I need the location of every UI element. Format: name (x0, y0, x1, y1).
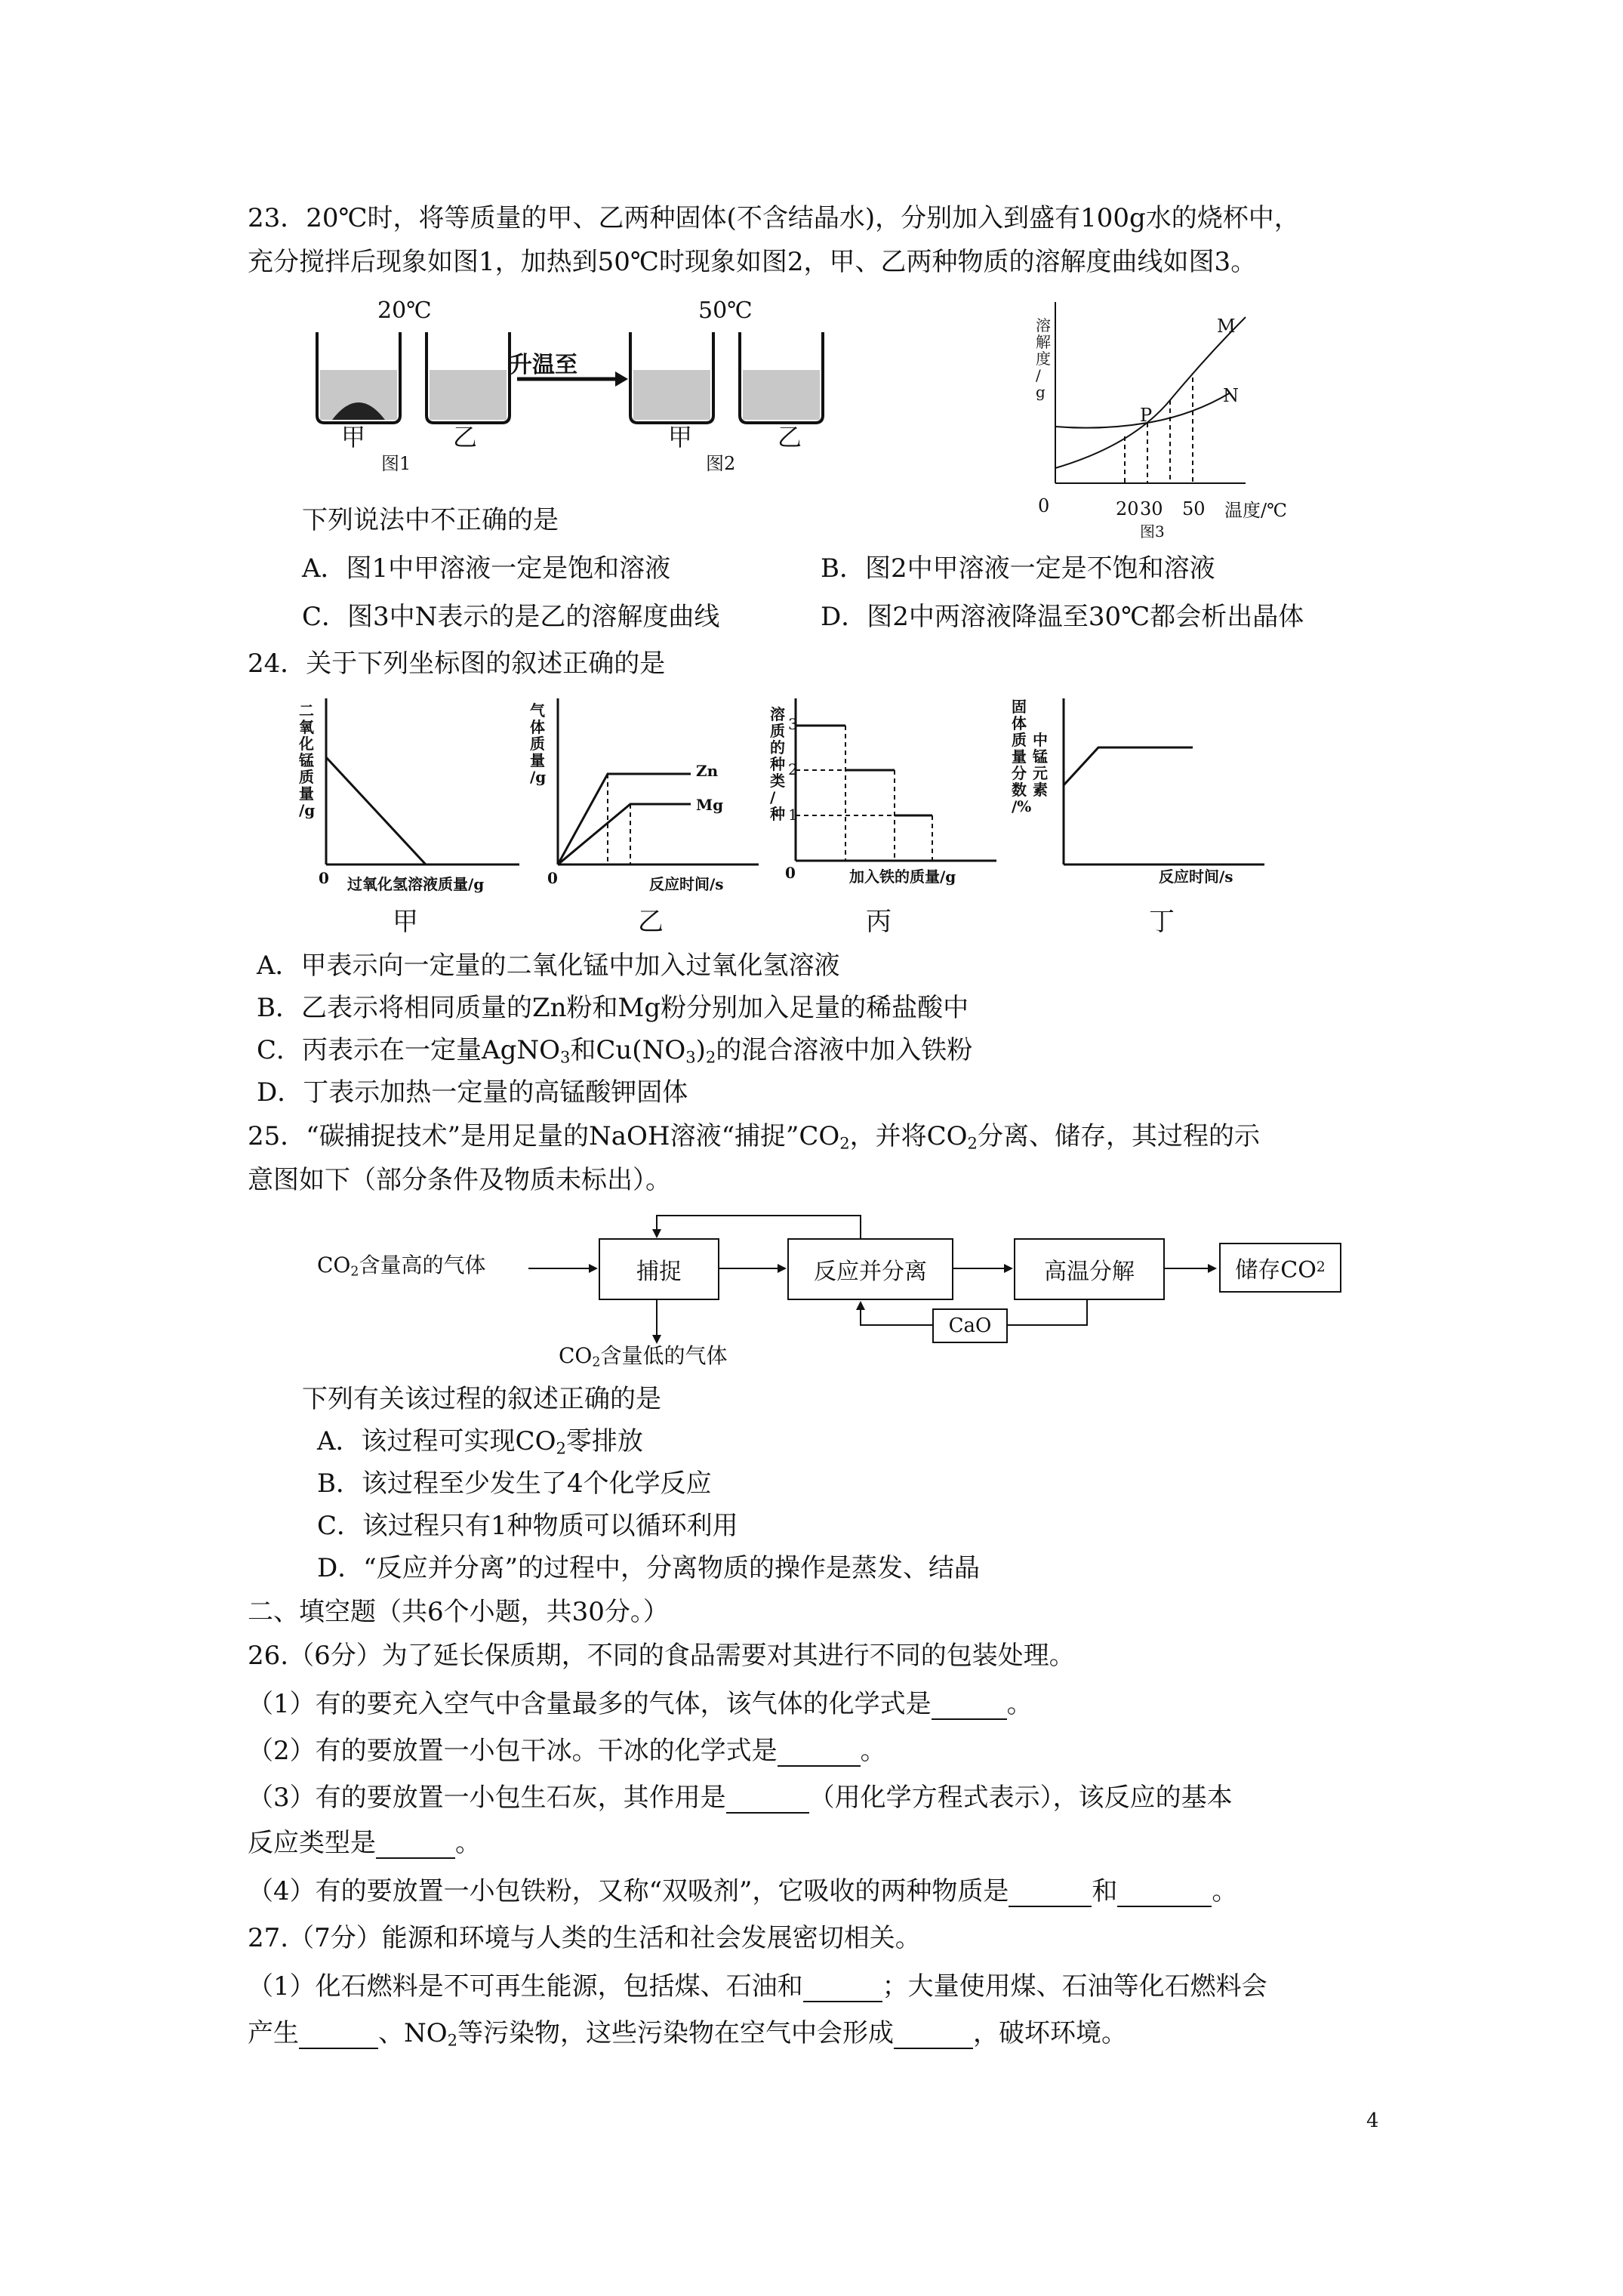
q27-p1b-blank2[interactable] (894, 2022, 973, 2049)
graph-jia-origin: 0 (319, 869, 329, 887)
q27-stem: 27.（7分）能源和环境与人类的生活和社会发展密切相关。 (248, 1923, 921, 1953)
q24-option-c (257, 1034, 972, 1066)
q24-c-sub1: 3 (559, 1047, 571, 1067)
graph-yi-yl2: 质 (530, 735, 545, 753)
q26-p3-text: （3）有的要放置一小包生石灰，其作用是 (248, 1783, 726, 1813)
graph-bing-ylabel (770, 706, 788, 822)
flow-box-react (787, 1238, 953, 1300)
q26-part3 (248, 1782, 1233, 1814)
q24-option-b: B．乙表示将相同质量的Zn粉和Mg粉分别加入足量的稀盐酸中 (257, 993, 969, 1023)
graph-ding (1061, 698, 1272, 887)
q26-part1 (248, 1688, 1033, 1720)
q26-stem: 26.（6分）为了延长保质期，不同的食品需要对其进行不同的包装处理。 (248, 1641, 1075, 1671)
graph-yi-label: 乙 (638, 907, 664, 937)
q26-p3b-text: 反应类型是 (248, 1828, 376, 1858)
q24-stem: 24．关于下列坐标图的叙述正确的是 (248, 649, 666, 679)
graph-jia-label: 甲 (393, 907, 418, 937)
q26-p3b-end: 。 (455, 1828, 481, 1858)
q27-p1-end: ；大量使用煤、石油等化石燃料会 (882, 1971, 1267, 2002)
fig3-tick-50: 50 (1182, 498, 1206, 519)
fig3-ylabel-c0: 溶 (1036, 316, 1051, 334)
q26-p3-blank[interactable] (726, 1786, 809, 1814)
fig1-label-yi: 乙 (453, 423, 478, 451)
flow-cao-label: CaO (948, 1314, 992, 1337)
flow-box-store: 储存CO 2 (1219, 1243, 1341, 1293)
graph-jia-yl5: 量 (299, 784, 314, 803)
fig1-caption: 图1 (381, 453, 411, 474)
fig2-temp: 50℃ (698, 297, 753, 324)
fig2-caption: 图2 (706, 453, 736, 474)
q26-p1-text: （1）有的要充入空气中含量最多的气体，该气体的化学式是 (248, 1689, 932, 1719)
beaker-jia-20 (317, 332, 400, 423)
flow-store-pre: 储存CO (1235, 1257, 1317, 1284)
q25-stem: 下列有关该过程的叙述正确的是 (302, 1384, 661, 1414)
graph-bing-yl5: / (770, 788, 776, 806)
fig3-caption: 图3 (1140, 522, 1165, 541)
q26-p2-end: 。 (860, 1736, 886, 1766)
q26-p2-text: （2）有的要放置一小包干冰。干冰的化学式是 (248, 1736, 778, 1766)
flow-input-pre: CO (317, 1253, 351, 1277)
q25-option-c: C．该过程只有1种物质可以循环利用 (317, 1511, 738, 1541)
fig1-arrow-label: 升温至 (510, 352, 577, 378)
flow-input-post: 含量高的气体 (359, 1253, 486, 1277)
q24-option-d: D．丁表示加热一定量的高锰酸钾固体 (257, 1077, 688, 1108)
graph-bing-xlabel: 加入铁的质量/g (849, 868, 956, 886)
q26-part3b (248, 1827, 481, 1859)
q24-c-sub2: 3 (685, 1047, 696, 1067)
q27-part1 (248, 1971, 1267, 2002)
graph-yi-zn-line (558, 774, 691, 864)
graph-jia-line (326, 757, 426, 864)
q25-l1-sub1: 2 (839, 1133, 850, 1153)
graph-yi-yl3: 量 (530, 751, 545, 769)
q26-p1-blank[interactable] (932, 1693, 1007, 1720)
fig3-curve-m: M (1217, 316, 1236, 337)
page-number: 4 (1366, 2110, 1379, 2132)
flow-input (317, 1253, 486, 1280)
fig3-tick-20: 20 (1116, 498, 1139, 519)
q23-option-d: D．图2中两溶液降温至30℃都会析出晶体 (821, 602, 1304, 632)
graph-jia-ylabel (299, 702, 319, 818)
flow-box-decompose (1014, 1238, 1165, 1300)
fig1-temp: 20℃ (377, 297, 432, 324)
q27-p1b-mid-post: 等污染物，这些污染物在空气中会形成 (457, 2018, 895, 2048)
graph-ding-yl9: 素 (1033, 781, 1048, 799)
flow-box-capture (599, 1238, 719, 1300)
graph-jia-yl1: 氧 (299, 718, 314, 736)
q23-stem: 下列说法中不正确的是 (302, 505, 559, 535)
graph-ding-label: 丁 (1149, 907, 1175, 937)
graph-bing (793, 698, 1004, 887)
q25-l1-post: 分离、储存，其过程的示 (977, 1121, 1260, 1151)
q26-p4-mid: 和 (1092, 1876, 1118, 1906)
graph-ding-line (1064, 747, 1193, 785)
q23-option-c: C．图3中N表示的是乙的溶解度曲线 (302, 602, 720, 632)
fig3-ylabel-c1: 解 (1036, 333, 1051, 351)
q27-p1b-blank1[interactable] (299, 2022, 378, 2049)
graph-ding-yl3: 中 (1033, 731, 1048, 749)
graph-ding-yl4: 量 (1012, 747, 1027, 766)
fig3-ylabel (1036, 317, 1052, 400)
q23-option-b: B．图2中甲溶液一定是不饱和溶液 (821, 553, 1215, 584)
q24-c-close: ) (695, 1035, 706, 1065)
graph-yi (555, 698, 766, 887)
flow-capture-label: 捕捉 (636, 1259, 682, 1285)
flow-output (559, 1343, 728, 1370)
graph-ding-yl7: 元 (1033, 764, 1048, 782)
q25-l1-pre: 25．“碳捕捉技术”是用足量的NaOH溶液“捕捉”CO (248, 1121, 840, 1151)
q27-p1-blank[interactable] (803, 1975, 882, 2002)
q26-p3b-blank[interactable] (376, 1832, 455, 1859)
graph-jia-yl2: 化 (299, 735, 314, 753)
graph-jia-yl4: 质 (299, 768, 314, 786)
q26-part4 (248, 1875, 1237, 1907)
q25-option-a (317, 1425, 643, 1457)
q27-part1b (248, 2017, 1127, 2049)
q23-line1: 23．20℃时，将等质量的甲、乙两种固体(不含结晶水)，分别加入到盛有100g水的烧杯中， (248, 203, 1300, 233)
q25-a-pre: A．该过程可实现CO (317, 1426, 556, 1456)
q27-p1b-mid-pre: 、NO (378, 2018, 448, 2048)
fig2-label-jia: 甲 (668, 423, 693, 451)
fig3-tick-30: 30 (1140, 498, 1163, 519)
q24-c-mid: 和Cu(NO (570, 1035, 686, 1065)
flow-output-sub: 2 (592, 1354, 601, 1370)
q27-p1b-end: ，破坏环境。 (973, 2018, 1128, 2048)
section-title: 二、填空题（共6个小题，共30分。） (248, 1597, 669, 1627)
graph-bing-origin: 0 (785, 864, 796, 882)
flow-output-pre: CO (559, 1343, 593, 1368)
beaker-yi-50 (740, 332, 823, 423)
graph-ding-yl10: /% (1012, 797, 1032, 815)
q25-a-sub: 2 (556, 1438, 566, 1458)
q25-option-b: B．该过程至少发生了4个化学反应 (317, 1469, 712, 1499)
q25-option-d: D．“反应并分离”的过程中，分离物质的操作是蒸发、结晶 (317, 1553, 981, 1583)
graph-ding-yl0: 固 (1012, 698, 1027, 716)
graph-bing-yl2: 的 (770, 738, 785, 757)
graph-bing-tick-2: 2 (788, 760, 798, 778)
q24-c-sub3: 2 (705, 1047, 716, 1067)
graph-ding-ylabel (1012, 698, 1057, 815)
q25-l1-mid: ，并将CO (849, 1121, 968, 1151)
q25-a-post: 零排放 (565, 1426, 643, 1456)
flow-output-post: 含量低的气体 (600, 1343, 728, 1368)
q26-p1-end: 。 (1006, 1689, 1033, 1719)
q26-p4-text: （4）有的要放置一小包铁粉，又称“双吸剂”，它吸收的两种物质是 (248, 1876, 1009, 1906)
graph-ding-xlabel: 反应时间/s (1159, 868, 1233, 886)
graph-yi-yl4: /g (530, 768, 547, 786)
q25-line2: 意图如下（部分条件及物质未标出）。 (248, 1165, 671, 1195)
graph-jia-xlabel: 过氧化氢溶液质量/g (347, 875, 485, 893)
graph-yi-yl0: 气 (530, 701, 545, 720)
flow-react-label: 反应并分离 (814, 1259, 927, 1285)
q27-p1-text: （1）化石燃料是不可再生能源，包括煤、石油和 (248, 1971, 803, 2002)
fig3-curve-n: N (1223, 385, 1239, 406)
graph-ding-yl2: 质 (1012, 731, 1027, 749)
graph-yi-origin: 0 (547, 869, 558, 887)
graph-yi-xlabel: 反应时间/s (649, 875, 724, 893)
beaker-yi-20 (427, 332, 510, 423)
q23-line2: 充分搅拌后现象如图1，加热到50℃时现象如图2，甲、乙两种物质的溶解度曲线如图3。 (248, 247, 1257, 277)
graph-yi-mg-line (558, 804, 691, 864)
flow-input-sub: 2 (350, 1264, 359, 1280)
graph-yi-mg: Mg (696, 796, 724, 814)
graph-bing-yl4: 类 (770, 772, 785, 790)
fig3-point-p: P (1140, 405, 1153, 426)
graph-ding-yl6: 分 (1012, 764, 1027, 782)
fig3-origin: 0 (1038, 495, 1050, 516)
q23-option-a: A．图1中甲溶液一定是饱和溶液 (302, 553, 671, 584)
q26-p4-end: 。 (1212, 1876, 1238, 1906)
graph-bing-yl6: 种 (770, 805, 785, 823)
fig3-ylabel-c4: g (1036, 383, 1046, 401)
q26-p3-end: （用化学方程式表示），该反应的基本 (808, 1783, 1233, 1813)
graph-ding-yl1: 体 (1012, 714, 1027, 732)
q25-l1-sub2: 2 (967, 1133, 978, 1153)
fig3-ylabel-c2: 度 (1036, 350, 1051, 368)
fig1-label-jia: 甲 (341, 423, 366, 451)
fig3-xlabel: 温度/℃ (1224, 500, 1287, 521)
q26-p4-blank1[interactable] (1009, 1880, 1092, 1907)
q24-c-pre: C．丙表示在一定量AgNO (257, 1035, 560, 1065)
q25-line1 (248, 1120, 1260, 1152)
graph-bing-yl0: 溶 (770, 705, 785, 723)
graph-bing-tick-3: 3 (788, 715, 798, 733)
q26-p2-blank[interactable] (778, 1740, 861, 1767)
graph-bing-label: 丙 (866, 907, 892, 937)
graph-jia-yl0: 二 (299, 701, 314, 720)
graph-yi-zn: Zn (696, 762, 719, 780)
curve-m (1055, 317, 1246, 468)
q24-c-post: 的混合溶液中加入铁粉 (716, 1035, 973, 1065)
fig3-ylabel-c3: / (1036, 366, 1041, 384)
fig2-label-yi: 乙 (778, 423, 802, 451)
beaker-jia-50 (630, 332, 713, 423)
flow-decompose-label: 高温分解 (1044, 1259, 1135, 1285)
graph-ding-yl8: 数 (1012, 781, 1027, 799)
graph-jia-yl3: 锰 (299, 751, 314, 769)
q27-p1b-sub: 2 (447, 2030, 458, 2050)
q26-part2 (248, 1735, 886, 1767)
graph-yi-ylabel (530, 702, 550, 785)
q26-p4-blank2[interactable] (1117, 1880, 1212, 1907)
graph-jia-yl6: /g (299, 801, 316, 819)
graph-yi-yl1: 体 (530, 718, 545, 736)
flow-box-cao (932, 1308, 1008, 1343)
q24-option-a: A．甲表示向一定量的二氧化锰中加入过氧化氢溶液 (257, 951, 840, 981)
graph-ding-yl5: 锰 (1033, 747, 1048, 766)
graph-bing-yl3: 种 (770, 755, 785, 773)
graph-jia (323, 698, 519, 887)
graph-bing-yl1: 质 (770, 722, 785, 740)
graph-bing-tick-1: 1 (788, 806, 798, 824)
q27-p1b-text: 产生 (248, 2018, 299, 2048)
